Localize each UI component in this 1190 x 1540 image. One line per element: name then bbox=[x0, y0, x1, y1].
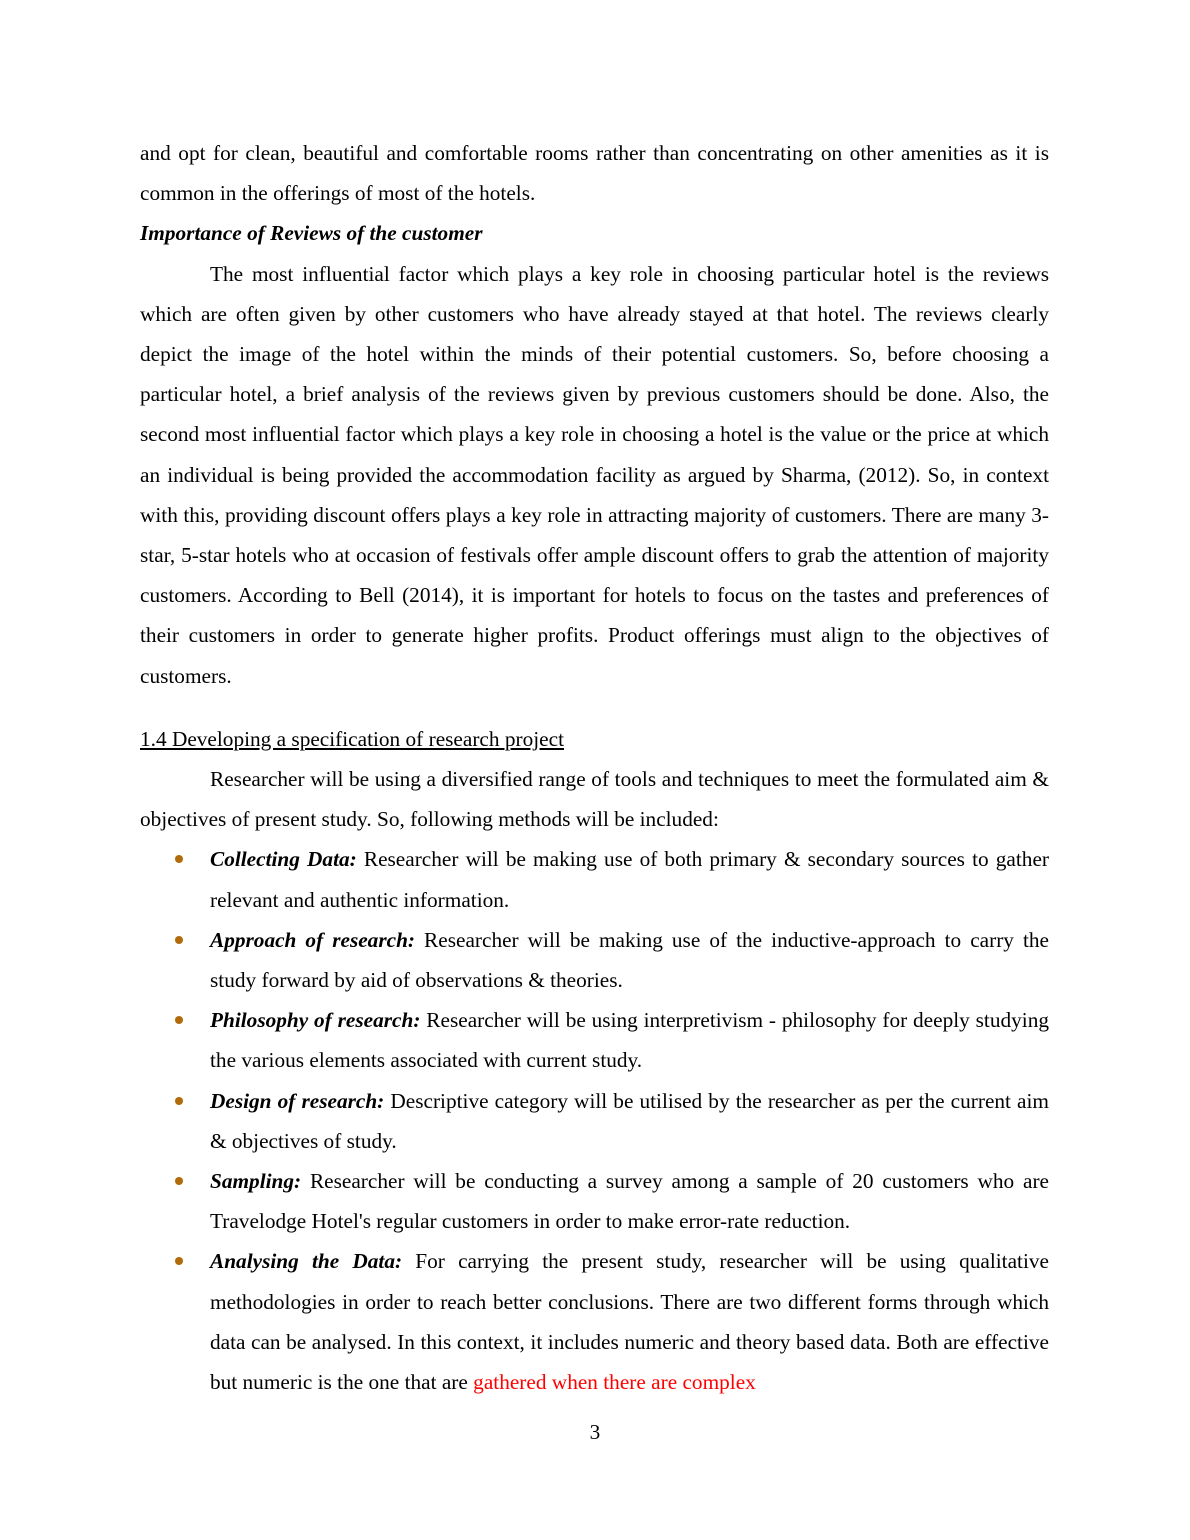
list-item-text: Researcher will be conducting a survey among a sample of 20 customers who are Travelodge Hotel's regular customers in order to make error-rate reduction. bbox=[210, 1169, 1049, 1234]
list-item bbox=[140, 839, 1049, 919]
bullet-icon bbox=[175, 1177, 183, 1185]
list-item bbox=[140, 1241, 1049, 1402]
methods-list bbox=[140, 839, 1049, 1402]
list-item-lead: Design of research: bbox=[210, 1088, 385, 1113]
paragraph-continuation: and opt for clean, beautiful and comfortable rooms rather than concentrating on other amenities as it is common in the offerings of most of the hotels. bbox=[140, 141, 1049, 206]
bullet-icon bbox=[175, 1016, 183, 1024]
list-item bbox=[140, 920, 1049, 1000]
list-item-lead: Analysing the Data: bbox=[210, 1249, 403, 1274]
list-item-text: Researcher will be making use of the inductive-approach to carry the study forward by aid of observations & theories. bbox=[210, 927, 1049, 993]
section-intro: Researcher will be using a diversified range of tools and techniques to meet the formulated aim & objectives of present study. So, following methods will be included: bbox=[140, 767, 1049, 832]
list-item bbox=[140, 1161, 1049, 1241]
bullet-icon bbox=[175, 1257, 183, 1265]
section-heading: 1.4 Developing a specification of research project bbox=[140, 726, 564, 751]
list-item-lead: Collecting Data: bbox=[210, 847, 357, 872]
list-item-lead: Philosophy of research: bbox=[210, 1008, 421, 1033]
document-body bbox=[140, 133, 1049, 1402]
list-item bbox=[140, 1000, 1049, 1080]
list-item-text: Researcher will be making use of both primary & secondary sources to gather relevant and authentic information. bbox=[210, 847, 1049, 912]
list-item bbox=[140, 1081, 1049, 1161]
bullet-icon bbox=[175, 1097, 183, 1105]
reviews-paragraph: The most influential factor which plays a key role in choosing particular hotel is the reviews which are often given by other customers who have already stayed at that hotel. The reviews clearly depict the image of the hotel within the minds of their potential customers. So, before choosing a particular hotel, a brief analysis of the reviews given by previous customers should be done. Also, the second most influential factor which plays a key role in choosing a hotel is the value or the price at which an individual is being provided the accommodation facility as argued by Sharma, (2012). So, in context with this, providing discount offers plays a key role in attracting majority of customers. There are many 3-star, 5-star hotels who at occasion of festivals offer ample discount offers to grab the attention of majority customers. According to Bell (2014), it is important for hotels to focus on the tastes and preferences of their customers in order to generate higher profits. Product offerings must align to the objectives of customers. bbox=[140, 261, 1049, 688]
bullet-icon bbox=[175, 855, 183, 863]
list-item-text: Researcher will be using interpretivism - philosophy for deeply studying the various elements associated with current study. bbox=[210, 1008, 1049, 1073]
list-item-text: Descriptive category will be utilised by the researcher as per the current aim & objectives of study. bbox=[210, 1088, 1049, 1153]
page-number: 3 bbox=[589, 1420, 601, 1444]
list-item-lead: Sampling: bbox=[210, 1169, 302, 1194]
bullet-icon bbox=[175, 936, 183, 944]
subheading-reviews: Importance of Reviews of the customer bbox=[140, 221, 483, 246]
list-item-text: For carrying the present study, researcher will be using qualitative methodologies in order to reach better conclusions. There are two different forms through which data can be analysed. In this context, it includes numeric and theory based data. Both are effective but numeric is the one that are bbox=[210, 1249, 1049, 1395]
highlighted-text: gathered when there are complex bbox=[473, 1370, 756, 1395]
list-item-lead: Approach of research: bbox=[210, 927, 416, 952]
